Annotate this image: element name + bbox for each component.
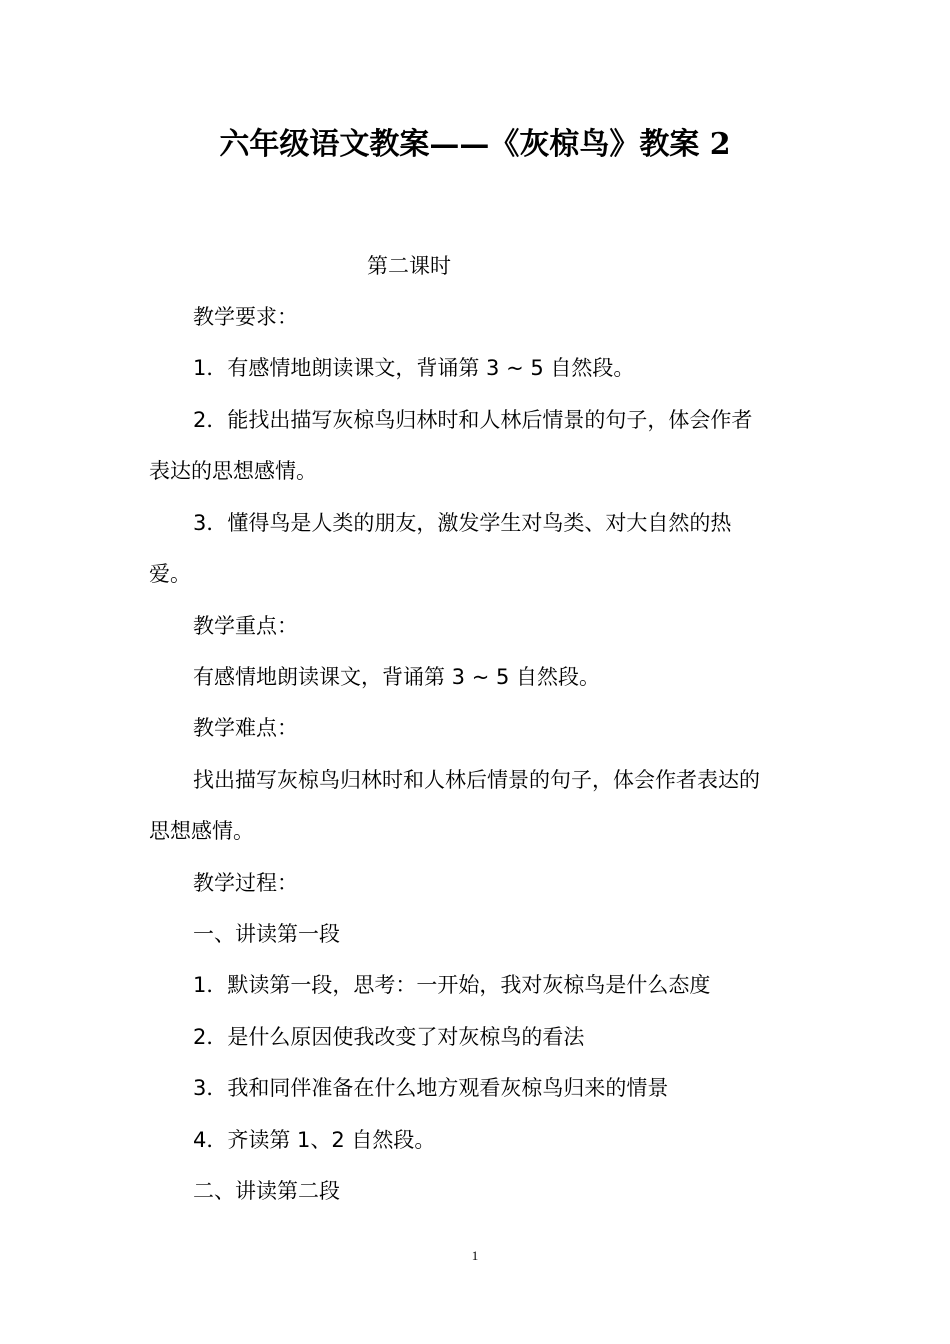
list-item-continuation: 表达的思想感情。 bbox=[149, 459, 317, 483]
section-heading-key-points: 教学重点： bbox=[193, 614, 298, 638]
document-title: 六年级语文教案——《灰椋鸟》教案 2 bbox=[219, 127, 731, 162]
paragraph-continuation: 思想感情。 bbox=[149, 819, 254, 843]
paragraph: 找出描写灰椋鸟归林时和人林后情景的句子，体会作者表达的 bbox=[193, 768, 760, 792]
list-item: 3．懂得鸟是人类的朋友，激发学生对鸟类、对大自然的热 bbox=[193, 511, 732, 535]
paragraph: 有感情地朗读课文，背诵第 3 ~ 5 自然段。 bbox=[193, 665, 601, 689]
subsection-heading: 一、讲读第一段 bbox=[193, 922, 340, 946]
section-heading-process: 教学过程： bbox=[193, 871, 298, 895]
list-item: 1．有感情地朗读课文，背诵第 3 ~ 5 自然段。 bbox=[193, 356, 635, 380]
list-item: 4．齐读第 1、2 自然段。 bbox=[193, 1128, 436, 1152]
subsection-heading: 二、讲读第二段 bbox=[193, 1179, 340, 1203]
list-item: 1．默读第一段，思考：一开始，我对灰椋鸟是什么态度 bbox=[193, 973, 711, 997]
list-item: 2．能找出描写灰椋鸟归林时和人林后情景的句子，体会作者 bbox=[193, 408, 753, 432]
lesson-heading: 第二课时 bbox=[367, 254, 451, 278]
section-heading-requirements: 教学要求： bbox=[193, 305, 298, 329]
list-item: 3．我和同伴准备在什么地方观看灰椋鸟归来的情景 bbox=[193, 1076, 669, 1100]
page-number: 1 bbox=[471, 1248, 479, 1263]
list-item: 2．是什么原因使我改变了对灰椋鸟的看法 bbox=[193, 1025, 585, 1049]
list-item-continuation: 爱。 bbox=[149, 562, 191, 586]
section-heading-difficulties: 教学难点： bbox=[193, 716, 298, 740]
